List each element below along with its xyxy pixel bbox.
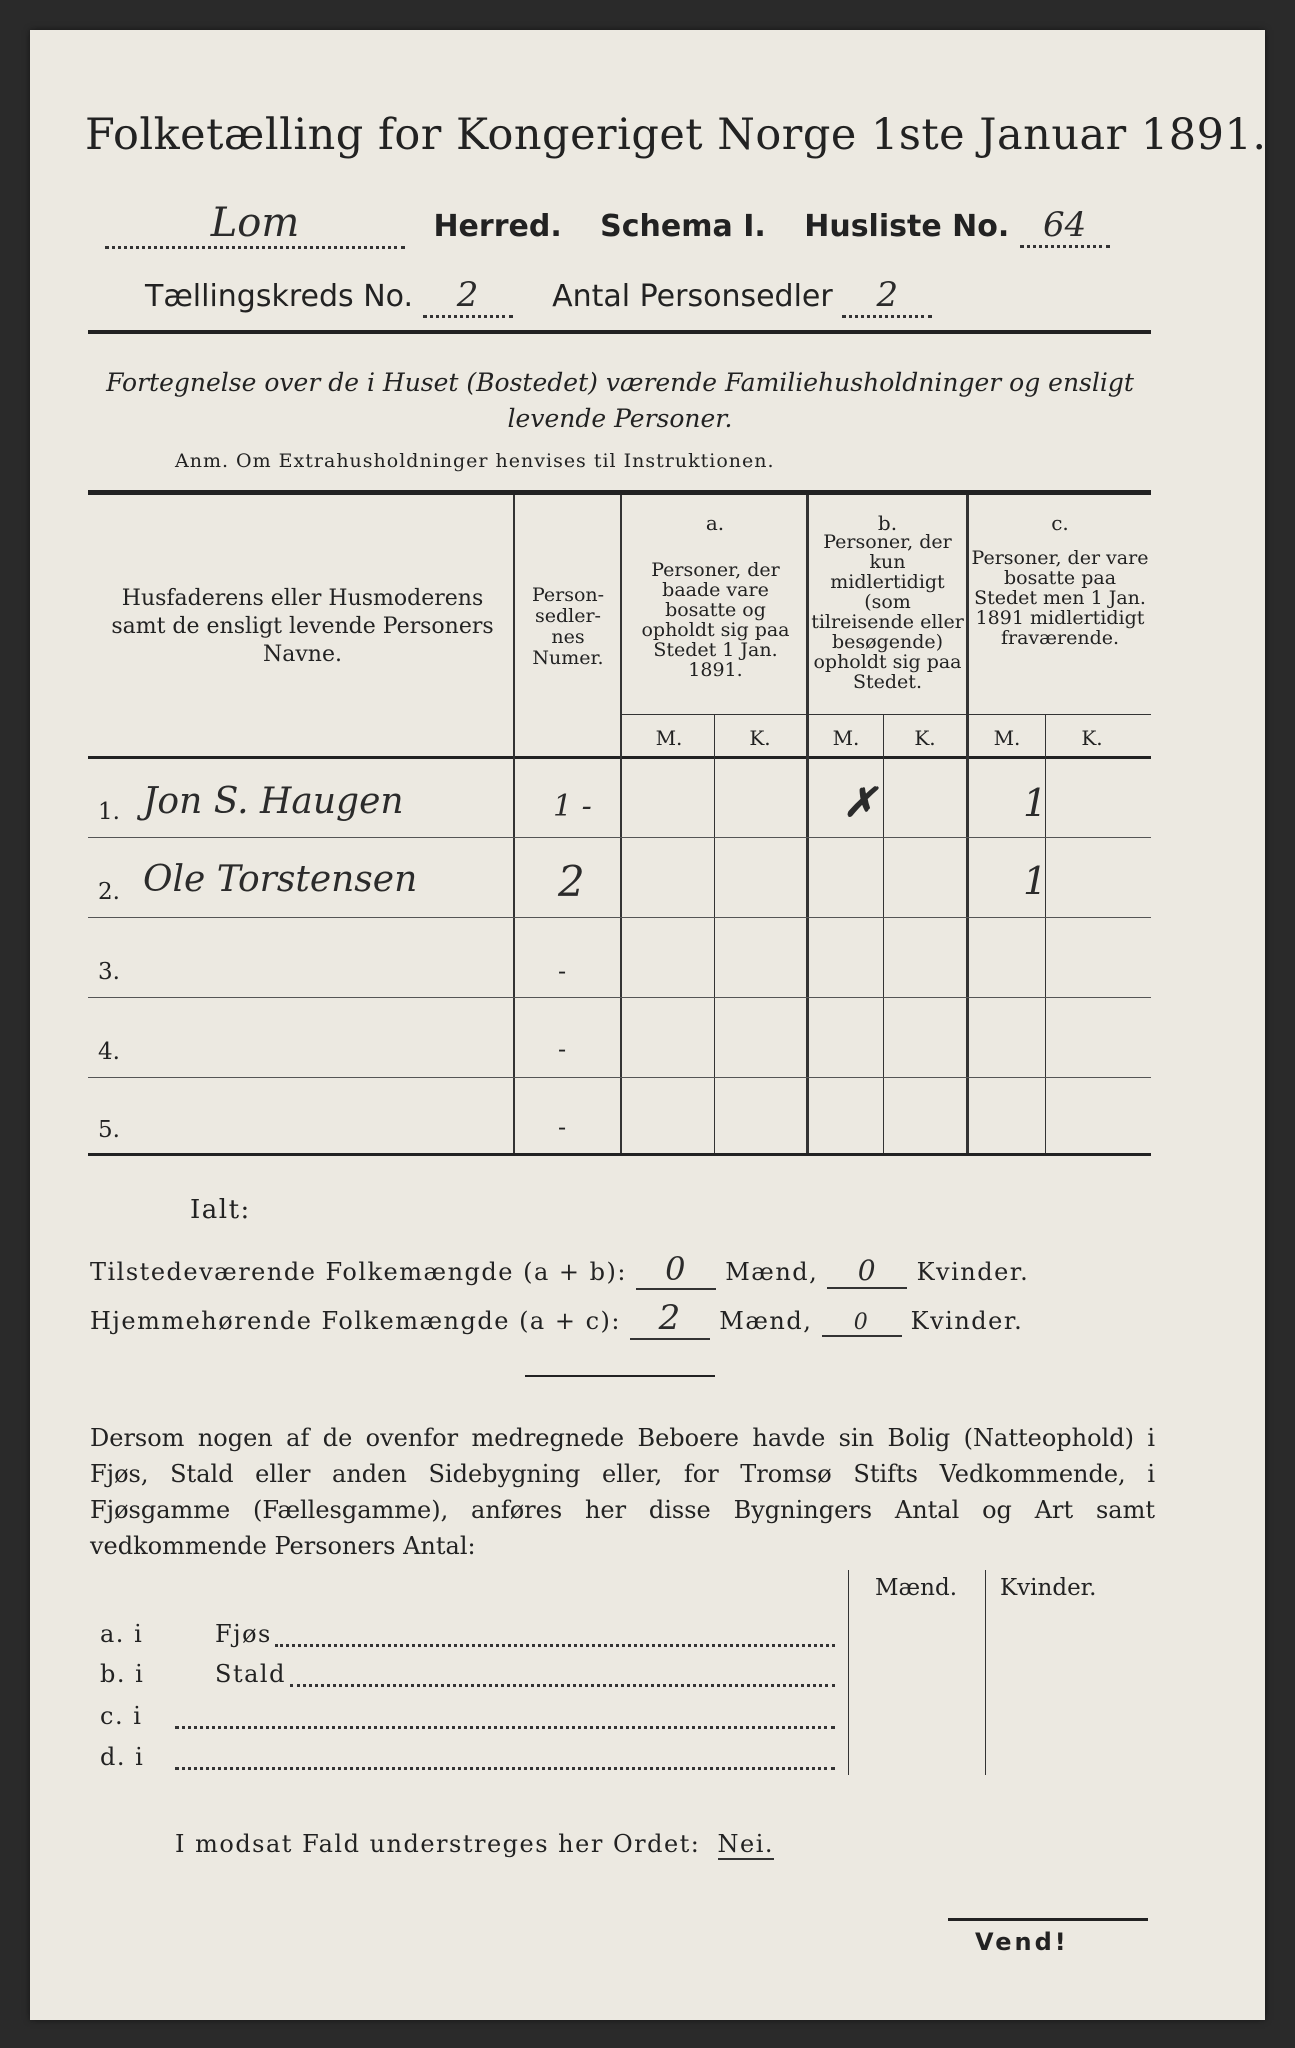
col-a-k: K. bbox=[749, 726, 771, 750]
building-label: Stald bbox=[215, 1660, 286, 1688]
husliste-value: 64 bbox=[1020, 205, 1110, 248]
col-header-names: Husfaderens eller Husmoderens samt de ensligt levende Personers Navne. bbox=[111, 586, 494, 667]
separator-rule bbox=[525, 1375, 715, 1377]
row-number: 4. bbox=[98, 1039, 120, 1065]
leader-dots bbox=[275, 1644, 835, 1647]
mk-rule bbox=[620, 714, 1151, 715]
row-number: 2. bbox=[98, 879, 120, 905]
kvinder-label: Kvinder. bbox=[910, 1307, 1024, 1335]
buildings-kvinder-header: Kvinder. bbox=[1000, 1575, 1097, 1601]
schema-label: Schema I. bbox=[600, 209, 766, 244]
buildings-maend-header: Mænd. bbox=[875, 1575, 958, 1601]
row-rule bbox=[88, 837, 1151, 838]
personsedler-value: 2 bbox=[842, 275, 932, 318]
row-number: 1. bbox=[98, 799, 120, 825]
row-numer: - bbox=[558, 957, 567, 985]
col-c-k: K. bbox=[1081, 726, 1103, 750]
col-b-k: K. bbox=[914, 726, 936, 750]
row-numer: - bbox=[558, 1113, 567, 1141]
census-form-page bbox=[30, 30, 1265, 2020]
row-rule bbox=[88, 997, 1151, 998]
col-c-letter: c. bbox=[1051, 511, 1069, 535]
ialt-label: Ialt: bbox=[190, 1195, 251, 1225]
col-a-m: M. bbox=[655, 726, 683, 750]
hjemme-m: 2 bbox=[630, 1298, 710, 1340]
hjemme-line bbox=[90, 1298, 1023, 1340]
row-numer: - bbox=[558, 1035, 567, 1063]
col-c-m: M. bbox=[993, 726, 1021, 750]
tilstede-k: 0 bbox=[827, 1254, 907, 1289]
kreds-line bbox=[145, 275, 932, 318]
hjemme-label: Hjemmehørende Folkemængde (a + c): bbox=[90, 1307, 621, 1335]
tilstede-m: 0 bbox=[636, 1250, 716, 1290]
form-subtitle: Fortegnelse over de i Huset (Bostedet) værende Familiehusholdninger og ensligt levende Personer. bbox=[106, 368, 1134, 433]
row-number: 5. bbox=[98, 1117, 120, 1143]
table-bottom-rule bbox=[88, 1153, 1151, 1156]
hjemme-k: 0 bbox=[822, 1310, 902, 1337]
buildings-divider bbox=[985, 1570, 986, 1775]
col-b-letter: b. bbox=[877, 511, 898, 535]
herred-line bbox=[105, 200, 1110, 249]
col-b-m: M. bbox=[832, 726, 860, 750]
kvinder-label: Kvinder. bbox=[916, 1258, 1030, 1286]
row-number: 3. bbox=[98, 959, 120, 985]
building-letter: c. i bbox=[100, 1702, 143, 1730]
modsat-label: I modsat Fald understreges her Ordet: bbox=[175, 1830, 701, 1858]
herred-value: Lom bbox=[105, 200, 405, 249]
row-rule bbox=[88, 917, 1151, 918]
col-c-header: Personer, der vare bosatte paa Stedet men 1 Jan. 1891 midlertidigt fraværende. bbox=[971, 547, 1149, 649]
building-letter: b. i bbox=[100, 1660, 145, 1688]
row-rule bbox=[88, 1077, 1151, 1078]
col-a-header: Personer, der baade vare bosatte og opholdt sig paa Stedet 1 Jan. 1891. bbox=[641, 559, 790, 681]
leader-dots bbox=[175, 1726, 835, 1729]
personsedler-label: Antal Personsedler bbox=[552, 279, 833, 314]
building-label: Fjøs bbox=[215, 1620, 272, 1648]
tilstede-label: Tilstedeværende Folkemængde (a + b): bbox=[90, 1258, 627, 1286]
col-b-header: Personer, der kun midlertidigt (som tilreisende eller besøgende) opholdt sig paa Stedet. bbox=[811, 531, 964, 693]
leader-dots bbox=[290, 1684, 835, 1687]
vend-rule bbox=[948, 1918, 1148, 1921]
vend-label: Vend! bbox=[975, 1928, 1069, 1956]
tilstede-line bbox=[90, 1250, 1029, 1290]
building-letter: a. i bbox=[100, 1620, 144, 1648]
husliste-label: Husliste No. bbox=[804, 209, 1010, 244]
col-a-letter: a. bbox=[705, 511, 725, 535]
form-title: Folketælling for Kongeriget Norge 1ste Januar 1891. bbox=[85, 110, 1267, 160]
maend-label: Mænd, bbox=[725, 1258, 819, 1286]
sidebygning-paragraph: Dersom nogen af de ovenfor medregnede Beboere havde sin Bolig (Natteophold) i Fjøs, Stald eller anden Sidebygning eller, for Tromsø Stifts Vedkommende, i Fjøsgamme (Fællesgamme), anføres her disse Bygningers Antal og Art samt vedkommende Personers Antal: bbox=[90, 1424, 1155, 1560]
row-name: Jon S. Haugen bbox=[143, 781, 404, 822]
row-c-m: 1 bbox=[1023, 781, 1048, 825]
col-header-numer: Person-sedler-nes Numer. bbox=[531, 584, 605, 669]
buildings-divider bbox=[848, 1570, 849, 1775]
header-rule bbox=[88, 330, 1151, 334]
table-body bbox=[88, 759, 1151, 1153]
kreds-label: Tællingskreds No. bbox=[145, 279, 413, 314]
nei-word: Nei. bbox=[717, 1830, 775, 1858]
modsat-line bbox=[175, 1830, 774, 1858]
building-letter: d. i bbox=[100, 1743, 145, 1771]
row-numer: 2 bbox=[558, 857, 585, 906]
leader-dots bbox=[175, 1767, 835, 1770]
row-c-m: 1 bbox=[1023, 859, 1048, 903]
kreds-value: 2 bbox=[423, 275, 513, 318]
row-b-m: ✗ bbox=[843, 779, 877, 826]
row-numer: 1 - bbox=[553, 789, 592, 824]
anm-note: Anm. Om Extrahusholdninger henvises til Instruktionen. bbox=[175, 450, 775, 472]
maend-label: Mænd, bbox=[719, 1307, 813, 1335]
row-name: Ole Torstensen bbox=[143, 859, 418, 900]
herred-label: Herred. bbox=[433, 209, 562, 244]
